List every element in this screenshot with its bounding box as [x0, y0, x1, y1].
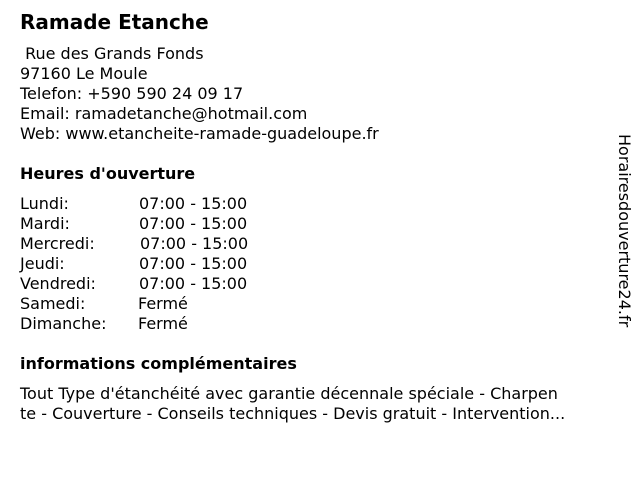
- contact-block: [20, 44, 379, 144]
- day-label: Mercredi:: [20, 234, 95, 253]
- time-value: 07:00 - 15:00: [139, 194, 248, 213]
- day-label: Vendredi:: [20, 274, 96, 293]
- hours-row-monday: [20, 194, 320, 214]
- hours-row-sunday: [20, 314, 320, 334]
- time-value: 07:00 - 15:00: [139, 254, 248, 273]
- info-line-2: te - Couverture - Conseils techniques - Devis gratuit - Intervention...: [20, 404, 566, 423]
- time-value: 07:00 - 15:00: [139, 214, 248, 233]
- time-value: 07:00 - 15:00: [140, 234, 249, 253]
- day-label: Dimanche:: [20, 314, 107, 333]
- hours-row-thursday: [20, 254, 320, 274]
- hours-row-saturday: [20, 294, 320, 314]
- city-line: 97160 Le Moule: [20, 64, 148, 83]
- hours-row-friday: [20, 274, 320, 294]
- opening-hours-heading: Heures d'ouverture: [20, 164, 196, 183]
- day-label: Lundi:: [20, 194, 69, 213]
- additional-info-text: [20, 384, 610, 424]
- business-name: Ramade Etanche: [20, 10, 209, 34]
- address-line: Rue des Grands Fonds: [20, 44, 204, 63]
- time-value: 07:00 - 15:00: [139, 274, 248, 293]
- day-label: Samedi:: [20, 294, 86, 313]
- phone-line[interactable]: Telefon: +590 590 24 09 17: [20, 84, 244, 103]
- hours-row-tuesday: [20, 214, 320, 234]
- time-value: Fermé: [138, 314, 188, 333]
- hours-row-wednesday: [20, 234, 320, 254]
- day-label: Jeudi:: [20, 254, 65, 273]
- day-label: Mardi:: [20, 214, 70, 233]
- web-line[interactable]: Web: www.etancheite-ramade-guadeloupe.fr: [20, 124, 379, 143]
- additional-info-heading: informations complémentaires: [20, 354, 297, 373]
- info-line-1: Tout Type d'étanchéité avec garantie décennale spéciale - Charpen: [20, 384, 558, 403]
- email-line[interactable]: Email: ramadetanche@hotmail.com: [20, 104, 308, 123]
- site-watermark: Horairesdouverture24.fr: [615, 134, 634, 328]
- opening-hours-table: [20, 194, 320, 334]
- time-value: Fermé: [138, 294, 188, 313]
